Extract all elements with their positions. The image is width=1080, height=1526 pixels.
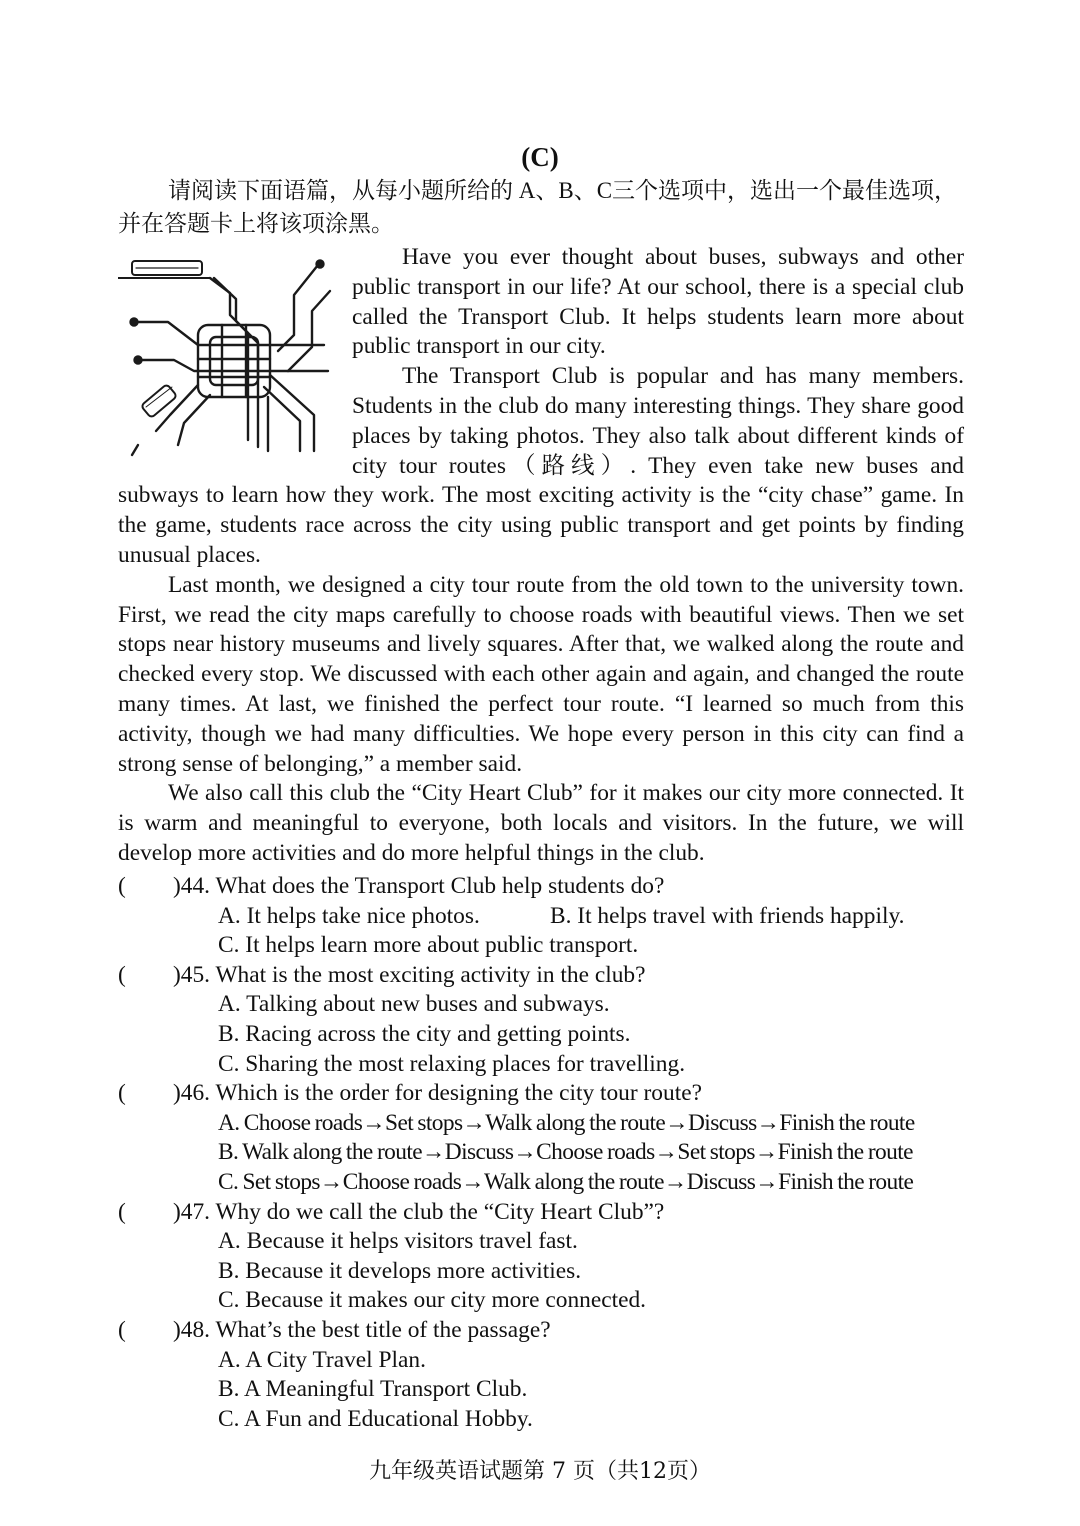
paragraph-1: Have you ever thought about buses, subways and other public transport in our life? At our school, there is a special club called the Transport Club. It helps students learn more about public transport in our city. bbox=[352, 244, 964, 360]
question-stem: )47. Why do we call the club the “City Heart Club”? bbox=[173, 1198, 665, 1225]
option-row bbox=[118, 1168, 966, 1198]
answer-blank[interactable]: ( bbox=[118, 873, 126, 899]
option-row bbox=[118, 1138, 966, 1168]
page-footer: 九年级英语试题第 7 页（共12页） bbox=[369, 1459, 711, 1484]
question-stem: )45. What is the most exciting activity in the club? bbox=[173, 961, 646, 988]
question-stem: )44. What does the Transport Club help students do? bbox=[173, 873, 665, 899]
option-b: B. Racing across the city and getting points. bbox=[218, 1020, 631, 1047]
option-a: A. Talking about new buses and subways. bbox=[218, 991, 610, 1018]
option-b: B. A Meaningful Transport Club. bbox=[218, 1376, 528, 1403]
instruction: 请阅读下面语篇，从每小题所给的 A、B、C三个选项中，选出一个最佳选项，并在答题卡上将该项涂黑。 bbox=[118, 178, 958, 236]
question-stem: )48. What’s the best title of the passage? bbox=[173, 1316, 551, 1343]
paragraph-4: We also call this club the “City Heart Club” for it makes our city more connected. It is warm and meaningful to everyone, both locals and visitors. In the future, we will develop more activities and do more helpful things in the club. bbox=[118, 780, 964, 866]
answer-blank[interactable]: ( bbox=[118, 961, 126, 988]
option-b: B. It helps travel with friends happily. bbox=[550, 902, 905, 929]
option-c: C. Because it makes our city more connected. bbox=[218, 1287, 647, 1314]
answer-blank[interactable]: ( bbox=[118, 1080, 126, 1107]
question-47 bbox=[118, 1198, 966, 1228]
option-row bbox=[118, 1020, 966, 1050]
question-list bbox=[118, 872, 966, 1434]
option-row bbox=[118, 1286, 966, 1316]
option-row bbox=[118, 1050, 966, 1080]
option-b: B. Walk along the route→Discuss→Choose roads→Set stops→Finish the route bbox=[218, 1139, 913, 1166]
reading-passage bbox=[118, 243, 964, 869]
option-b: B. Because it develops more activities. bbox=[218, 1257, 582, 1284]
question-45 bbox=[118, 961, 966, 991]
answer-blank[interactable]: ( bbox=[118, 1316, 126, 1343]
section-title: (C) bbox=[521, 142, 559, 172]
option-c: C. A Fun and Educational Hobby. bbox=[218, 1405, 533, 1432]
paragraph-2: The Transport Club is popular and has many members. Students in the club do many interesting things. They share good places by taking photos. They also talk about different kinds of city tour routes（路线）. They even take new buses and subways to learn how they work. The most exciting activity is the “city chase” game. In the game, students race across the city using public transport and get points by finding unusual places. bbox=[118, 363, 964, 568]
option-a: A. It helps take nice photos. bbox=[218, 902, 480, 929]
option-row bbox=[118, 1227, 966, 1257]
paragraph-3: Last month, we designed a city tour route from the old town to the university town. First, we read the city maps carefully to choose roads with beautiful views. Then we set stops near history museums and lively squares. After that, we walked along the route and checked every stop. We discussed with each other again and again, and changed the route many times. At last, we finished the perfect tour route. “I learned so much from this activity, though we had many difficulties. We hope every person in this city can find a strong sense of belonging,” a member said. bbox=[118, 571, 964, 777]
option-row bbox=[118, 902, 966, 932]
option-a: A. Choose roads→Set stops→Walk along the route→Discuss→Finish the route bbox=[218, 1109, 915, 1136]
option-row bbox=[118, 1257, 966, 1287]
option-a: A. Because it helps visitors travel fast. bbox=[218, 1228, 578, 1255]
question-stem: )46. Which is the order for designing the city tour route? bbox=[173, 1080, 702, 1107]
question-48 bbox=[118, 1316, 966, 1346]
option-c: C. It helps learn more about public transport. bbox=[218, 932, 639, 959]
option-row bbox=[118, 1346, 966, 1376]
option-a: A. A City Travel Plan. bbox=[218, 1346, 426, 1373]
option-c: C. Set stops→Choose roads→Walk along the route→Discuss→Finish the route bbox=[218, 1168, 914, 1195]
question-44 bbox=[118, 872, 966, 902]
option-row bbox=[118, 990, 966, 1020]
answer-blank[interactable]: ( bbox=[118, 1198, 126, 1225]
question-46 bbox=[118, 1079, 966, 1109]
option-c: C. Sharing the most relaxing places for travelling. bbox=[218, 1050, 686, 1077]
option-row bbox=[118, 931, 966, 961]
image-float-space bbox=[118, 243, 352, 465]
option-row bbox=[118, 1109, 966, 1139]
option-row bbox=[118, 1375, 966, 1405]
option-row bbox=[118, 1405, 966, 1435]
